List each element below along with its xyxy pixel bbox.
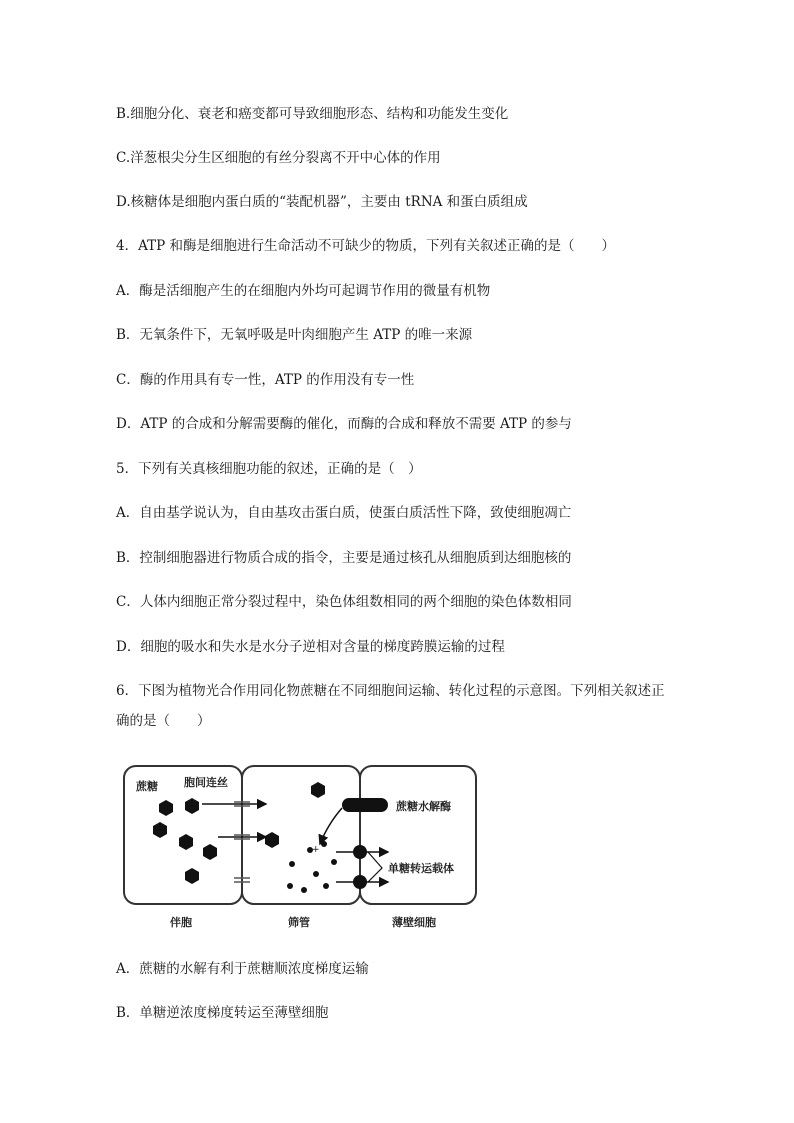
- question-6-line-1: 6．下图为植物光合作用同化物蔗糖在不同细胞间运输、转化过程的示意图。下列相关叙述正: [116, 683, 665, 699]
- label-companion: 伴胞: [170, 916, 192, 929]
- q5-option-d: D．细胞的吸水和失水是水分子逆相对含量的梯度跨膜运输的过程: [116, 639, 505, 655]
- q4-option-d: D．ATP 的合成和分解需要酶的催化，而酶的合成和释放不需要 ATP 的参与: [116, 416, 572, 432]
- question-4: 4．ATP 和酶是细胞进行生命活动不可缺少的物质，下列有关叙述正确的是（ ）: [116, 238, 615, 254]
- line-3: D.核糖体是细胞内蛋白质的“装配机器”，主要由 tRNA 和蛋白质组成: [116, 194, 528, 210]
- line-2: C.洋葱根尖分生区细胞的有丝分裂离不开中心体的作用: [116, 150, 441, 166]
- sucrase-enzyme: [342, 798, 388, 812]
- sucrose-transport-figure: [120, 760, 480, 932]
- label-sieve: 筛管: [288, 916, 310, 929]
- label-parenchyma: 薄壁细胞: [392, 916, 436, 929]
- label-enzyme: 蔗糖水解酶: [396, 800, 451, 813]
- parenchyma-cell: [360, 766, 476, 904]
- question-5: 5．下列有关真核细胞功能的叙述，正确的是（ ）: [116, 461, 422, 477]
- q4-option-b: B．无氧条件下，无氧呼吸是叶肉细胞产生 ATP 的唯一来源: [116, 327, 473, 343]
- q5-option-a: A．自由基学说认为，自由基攻击蛋白质，使蛋白质活性下降，致使细胞凋亡: [116, 505, 572, 521]
- figure-svg: [120, 760, 480, 932]
- q6-option-a: A．蔗糖的水解有利于蔗糖顺浓度梯度运输: [116, 961, 369, 977]
- line-1: B.细胞分化、衰老和癌变都可导致细胞形态、结构和功能发生变化: [116, 106, 509, 122]
- q5-option-c: C．人体内细胞正常分裂过程中，染色体组数相同的两个细胞的染色体数相同: [116, 594, 572, 610]
- label-transporter: 单糖转运载体: [388, 862, 454, 875]
- label-plasmodesmata: 胞间连丝: [184, 776, 228, 789]
- q5-option-b: B．控制细胞器进行物质合成的指令，主要是通过核孔从细胞质到达细胞核的: [116, 550, 572, 566]
- q4-option-a: A．酶是活细胞产生的在细胞内外均可起调节作用的微量有机物: [116, 283, 491, 299]
- q4-option-c: C．酶的作用具有专一性，ATP 的作用没有专一性: [116, 372, 415, 388]
- label-sucrose: 蔗糖: [136, 780, 158, 793]
- q6-option-b: B．单糖逆浓度梯度转运至薄壁细胞: [116, 1005, 329, 1021]
- question-6-line-2: 确的是（ ）: [116, 713, 211, 729]
- sieve-tube-cell: [242, 766, 360, 904]
- svg-text:+: +: [312, 845, 320, 855]
